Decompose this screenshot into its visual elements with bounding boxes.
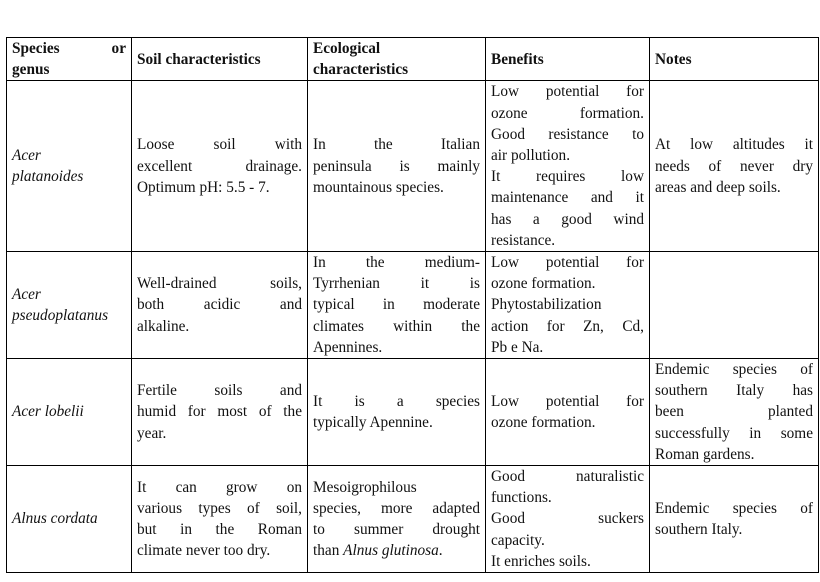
species-cell: Acer pseudoplatanus xyxy=(7,252,132,359)
header-row xyxy=(7,38,819,81)
benefits-cell: Low potential for ozone formation. xyxy=(486,359,650,466)
ecology-last-line: than Alnus glutinosa. xyxy=(313,542,443,560)
header-notes: Notes xyxy=(650,38,819,81)
ecology-cell: In the Italian peninsula is mainly mountainous species. xyxy=(308,81,486,252)
header-species: Species or genus xyxy=(7,38,132,81)
notes-cell: At low altitudes it needs of never dry areas and deep soils. xyxy=(650,81,819,252)
ecology-cell: Mesoigrophilous species, more adapted to summer drought than Alnus glutinosa. xyxy=(308,466,486,573)
species-cell: Acer lobelii xyxy=(7,359,132,466)
soil-cell: It can grow on various types of soil, but in the Roman climate never too dry. xyxy=(132,466,308,573)
header-ecology: Ecological characteristics xyxy=(308,38,486,81)
table-row xyxy=(7,359,819,466)
table-row xyxy=(7,466,819,573)
benefits-cell: Good naturalistic functions. Good suckers capacity. It enriches soils. xyxy=(486,466,650,573)
species-cell: Acer platanoides xyxy=(7,81,132,252)
ecology-cell: In the medium- Tyrrhenian it is typical in moderate climates within the Apennines. xyxy=(308,252,486,359)
notes-cell: Endemic species of southern Italy has been planted successfully in some Roman gardens. xyxy=(650,359,819,466)
table-row xyxy=(7,81,819,252)
soil-cell: Loose soil with excellent drainage. Optimum pH: 5.5 - 7. xyxy=(132,81,308,252)
header-benefits: Benefits xyxy=(486,38,650,81)
ecology-cell: It is a species typically Apennine. xyxy=(308,359,486,466)
header-soil: Soil characteristics xyxy=(132,38,308,81)
table-row xyxy=(7,252,819,359)
notes-cell xyxy=(650,252,819,359)
benefits-cell: Low potential for ozone formation. Phytostabilization action for Zn, Cd, Pb e Na. xyxy=(486,252,650,359)
benefits-cell: Low potential for ozone formation. Good resistance to air pollution. It requires low maintenance and it has a good wind resistance. xyxy=(486,81,650,252)
species-cell: Alnus cordata xyxy=(7,466,132,573)
soil-cell: Fertile soils and humid for most of the year. xyxy=(132,359,308,466)
soil-cell: Well-drained soils, both acidic and alkaline. xyxy=(132,252,308,359)
notes-cell: Endemic species of southern Italy. xyxy=(650,466,819,573)
species-table xyxy=(6,37,819,573)
